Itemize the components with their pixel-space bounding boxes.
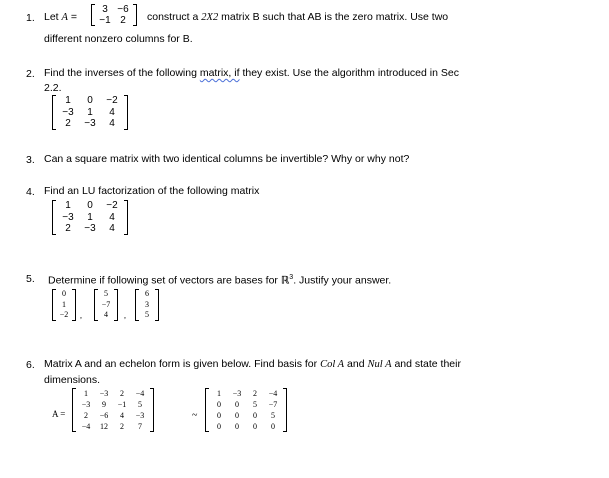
q2-text-a: Find the inverses of the following: [44, 67, 197, 79]
q1-m-cell: 3: [102, 4, 108, 15]
q6-a-cell: −4: [135, 389, 145, 398]
q4-m-cell: 4: [109, 211, 115, 223]
q5-v-cell: 5: [104, 289, 108, 298]
q1-text: [147, 10, 448, 25]
q2-m-cell: 4: [109, 118, 115, 129]
q5-text: [48, 271, 391, 288]
q5-comma: ,: [80, 311, 82, 320]
q6-a-cell: 2: [84, 411, 88, 420]
q6-e-cell: 0: [271, 422, 275, 431]
q1-text-b: matrix B such that AB is the zero matrix. Use two: [221, 11, 449, 23]
q4-text: Find an LU factorization of the following matrix: [44, 185, 260, 197]
q6-e-cell: 0: [235, 411, 239, 420]
q6-number: 6.: [26, 359, 35, 371]
q2-m-cell: 1: [87, 106, 93, 118]
q6-a-cell: 2: [120, 389, 124, 398]
q6-e-cell: 5: [271, 411, 275, 420]
q6-col-a: Col A: [320, 359, 345, 370]
q1-eq: =: [70, 11, 78, 23]
q5-v-cell: 4: [104, 310, 108, 319]
q5-exponent: 3: [289, 274, 294, 281]
q2-wavy-phrase: matrix, if: [199, 67, 240, 79]
q3-number: 3.: [26, 154, 35, 166]
q6-a-cell: 12: [100, 422, 108, 431]
q1-var: A: [61, 12, 68, 23]
q6-e-cell: 0: [235, 422, 239, 431]
q5-v-cell: 1: [62, 299, 66, 309]
q5-field-symbol: ℝ: [280, 274, 290, 287]
q6-e-cell: 0: [253, 411, 257, 420]
q6-text-a: Matrix A and an echelon form is given below. Find basis for: [44, 358, 318, 370]
q6-e-cell: −7: [268, 400, 278, 409]
q5-text-b: . Justify your answer.: [293, 274, 392, 287]
q2-text-b: they exist. Use the algorithm introduced in Sec: [242, 67, 459, 79]
q6-a-cell: 7: [138, 422, 142, 431]
q2-matrix: [52, 95, 128, 130]
q4-m-cell: −3: [62, 211, 74, 223]
q6-e-cell: 0: [217, 411, 221, 420]
q2-m-cell: 0: [87, 95, 93, 106]
q6-line2: dimensions.: [44, 374, 101, 386]
q4-m-cell: 4: [109, 223, 115, 234]
q6-tilde: ~: [192, 410, 198, 421]
q2-m-cell: 2: [65, 118, 71, 129]
q1-dim: 2X2: [201, 12, 219, 23]
q6-a-cell: 5: [138, 400, 142, 409]
q4-m-cell: 1: [87, 211, 93, 223]
q1-matrix: [91, 4, 137, 26]
q4-m-cell: 0: [87, 200, 93, 211]
q6-a-cell: 4: [120, 411, 124, 420]
q6-a-cell: −3: [99, 389, 109, 398]
q1-m-cell: 2: [120, 15, 126, 26]
q5-vector-2: [94, 289, 118, 321]
q2-m-cell: −3: [84, 118, 96, 129]
q6-and: and: [347, 358, 365, 370]
q5-v-cell: 6: [145, 289, 149, 298]
q6-nul-a: Nul A: [367, 359, 392, 370]
q1-text-a: construct a: [147, 11, 199, 23]
q4-m-cell: 2: [65, 223, 71, 234]
q5-text-a: Determine if following set of vectors are bases for: [48, 274, 278, 287]
q1-m-cell: −6: [117, 4, 129, 15]
q6-a-cell: 2: [120, 422, 124, 431]
q2-m-cell: −2: [106, 95, 118, 106]
q5-v-cell: 3: [145, 299, 149, 309]
q6-matrix-a: [72, 388, 154, 432]
q5-v-cell: −2: [59, 310, 69, 319]
q4-matrix: [52, 200, 128, 235]
q4-m-cell: −2: [106, 200, 118, 211]
q6-a-cell: 9: [102, 400, 106, 409]
q6-a-label: A =: [52, 409, 66, 419]
q5-v-cell: 0: [62, 289, 66, 298]
q5-vector-1: [52, 289, 76, 321]
q6-a-cell: −3: [135, 411, 145, 420]
q1-prefix: [44, 10, 77, 25]
q6-e-cell: −3: [232, 389, 242, 398]
q6-e-cell: 5: [253, 400, 257, 409]
q4-m-cell: 1: [65, 200, 71, 211]
q6-text-b: and state their: [394, 358, 461, 370]
q6-e-cell: 1: [217, 389, 221, 398]
q6-e-cell: −4: [268, 389, 278, 398]
q5-v-cell: −7: [101, 299, 111, 309]
q6-a-cell: −3: [81, 400, 91, 409]
q6-e-cell: 2: [253, 389, 257, 398]
q6-a-cell: −4: [81, 422, 91, 431]
q5-vector-3: [135, 289, 159, 321]
q1-let: Let: [44, 11, 59, 23]
q6-e-cell: 0: [253, 422, 257, 431]
q2-number: 2.: [26, 68, 35, 80]
q6-a-cell: −6: [99, 411, 109, 420]
q2-m-cell: 1: [65, 95, 71, 106]
q1-line2: different nonzero columns for B.: [44, 33, 193, 45]
q2-line2: 2.2.: [44, 82, 62, 94]
q6-a-cell: −1: [117, 400, 127, 409]
q4-m-cell: −3: [84, 223, 96, 234]
q5-v-cell: 5: [145, 310, 149, 319]
q5-comma: ,: [124, 311, 126, 320]
q2-m-cell: −3: [62, 106, 74, 118]
q6-e-cell: 0: [217, 422, 221, 431]
q6-a-cell: 1: [84, 389, 88, 398]
q4-number: 4.: [26, 186, 35, 198]
q6-e-cell: 0: [235, 400, 239, 409]
q2-text: [44, 66, 459, 80]
q1-number: 1.: [26, 12, 35, 24]
q6-text: [44, 357, 461, 372]
q3-text: Can a square matrix with two identical columns be invertible? Why or why not?: [44, 153, 410, 165]
q5-number: 5.: [26, 273, 35, 285]
q1-m-cell: −1: [99, 15, 111, 26]
q6-e-cell: 0: [217, 400, 221, 409]
q6-matrix-echelon: [205, 388, 287, 432]
q2-m-cell: 4: [109, 106, 115, 118]
